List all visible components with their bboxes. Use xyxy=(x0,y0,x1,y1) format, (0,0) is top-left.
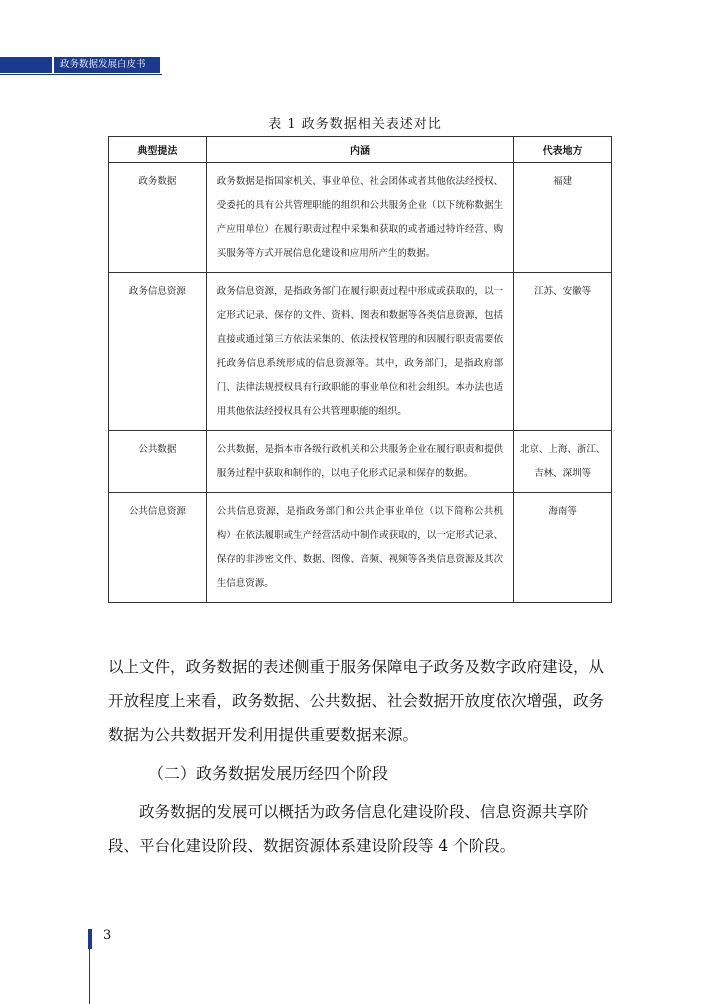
table-row xyxy=(109,163,612,273)
row-meaning: 公共数据，是指本市各级行政机关和公共服务企业在履行职责和提供服务过程中获取和制作的，以电子化形式记录和保存的数据。 xyxy=(206,431,513,493)
row-term: 公共数据 xyxy=(109,431,207,493)
header-accent-bar xyxy=(0,57,52,73)
section-heading: （二）政务数据发展历经四个阶段 xyxy=(148,764,389,783)
row-region: 海南等 xyxy=(514,493,612,603)
footer-rule xyxy=(89,949,90,1004)
page-number: 3 xyxy=(103,928,112,943)
row-meaning: 公共信息资源，是指政务部门和公共企事业单位（以下简称公共机构）在依法履职或生产经营活动中制作或获取的，以一定形式记录、保存的非涉密文件、数据、图像、音频、视频等各类信息资源及其次生信息资源。 xyxy=(206,493,513,603)
page-number-accent xyxy=(88,929,92,949)
table-header-row xyxy=(109,137,612,163)
row-region: 江苏、安徽等 xyxy=(514,273,612,431)
header-title: 政务数据发展白皮书 xyxy=(54,57,160,73)
table-caption: 表 1 政务数据相关表述对比 xyxy=(268,117,442,132)
body-paragraph-2: 政务数据的发展可以概括为政务信息化建设阶段、信息资源共享阶段、平台化建设阶段、数据资源体系建设阶段等 4 个阶段。 xyxy=(108,803,589,855)
row-term: 政务数据 xyxy=(109,163,207,273)
column-header-meaning: 内涵 xyxy=(206,137,513,163)
column-header-region: 代表地方 xyxy=(514,137,612,163)
row-meaning: 政务信息资源，是指政务部门在履行职责过程中形成或获取的，以一定形式记录、保存的文件、资料、图表和数据等各类信息资源，包括直接或通过第三方依法采集的、依法授权管理的和因履行职责需要依托政务信息系统形成的信息资源等。其中，政务部门，是指政府部门、法律法规授权具有行政职能的事业单位和社会组织。本办法也适用其他依法经授权具有公共管理职能的组织。 xyxy=(206,273,513,431)
row-region: 福建 xyxy=(514,163,612,273)
row-region: 北京、上海、浙江、吉林、深圳等 xyxy=(514,431,612,493)
body-paragraph-1: 以上文件，政务数据的表述侧重于服务保障电子政务及数字政府建设，从开放程度上来看，政务数据、公共数据、社会数据开放度依次增强，政务数据为公共数据开发利用提供重要数据来源。 xyxy=(108,658,605,744)
header-rule xyxy=(0,74,162,75)
row-term: 政务信息资源 xyxy=(109,273,207,431)
table-row xyxy=(109,493,612,603)
column-header-term: 典型提法 xyxy=(109,137,207,163)
table-row xyxy=(109,273,612,431)
row-term: 公共信息资源 xyxy=(109,493,207,603)
comparison-table xyxy=(108,136,612,603)
table-row xyxy=(109,431,612,493)
row-meaning: 政务数据是指国家机关、事业单位、社会团体或者其他依法经授权、受委托的具有公共管理职能的组织和公共服务企业（以下统称数据生产应用单位）在履行职责过程中采集和获取的或者通过特许经营、购买服务等方式开展信息化建设和应用所产生的数据。 xyxy=(206,163,513,273)
